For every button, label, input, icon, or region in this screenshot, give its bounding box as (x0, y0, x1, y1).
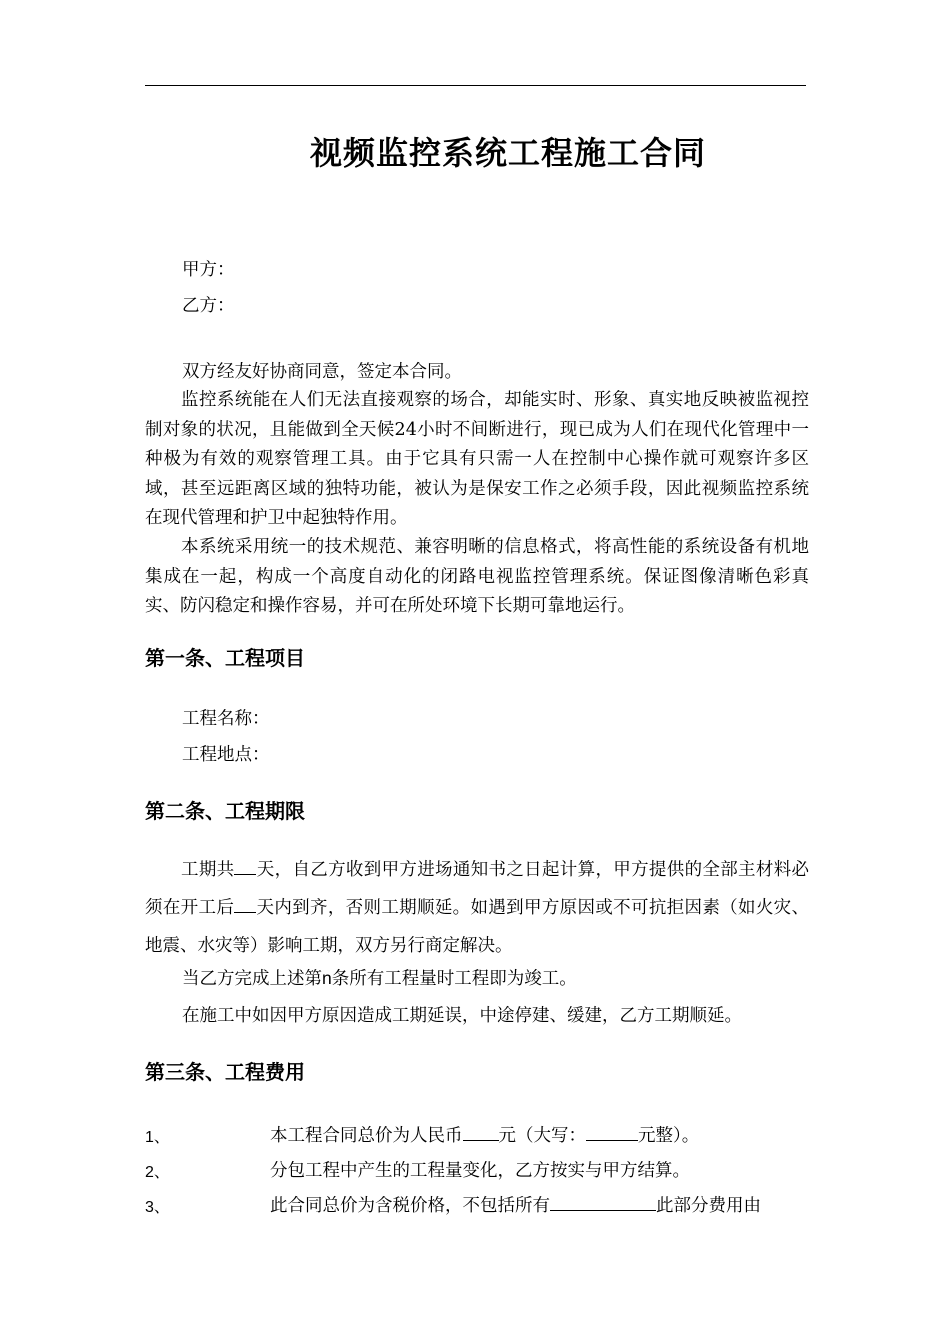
price-words-blank (586, 1122, 638, 1141)
price-blank (463, 1122, 499, 1141)
material-days-blank (234, 894, 256, 913)
document-title: 视频监控系统工程施工合同 (309, 134, 706, 172)
project-name-label: 工程名称： (182, 709, 270, 729)
item-1-text: 本工程合同总价为人民币 元（大写： 元整）。 (270, 1122, 699, 1147)
schedule-text-c: 天内到齐，否则工期顺延。如遇到甲方原因或不可抗拒因素（如火灾、地震、水灾等）影响工期，双方另行商定解决。 (145, 898, 810, 956)
days-blank (234, 856, 256, 875)
item-2-text: 分包工程中产生的工程量变化，乙方按实与甲方结算。 (270, 1161, 690, 1181)
party-b-label: 乙方： (182, 296, 235, 316)
schedule-text-a: 工期共 (181, 860, 235, 880)
exclusions-blank (550, 1192, 656, 1211)
article-2-heading: 第二条、工程期限 (145, 799, 305, 823)
item-3-text: 此合同总价为含税价格，不包括所有 此部分费用由 (270, 1192, 761, 1217)
intro-paragraph: 双方经友好协商同意，签定本合同。 (182, 362, 462, 382)
delay-paragraph: 在施工中如因甲方原因造成工期延误，中途停建、缓建，乙方工期顺延。 (182, 1006, 742, 1026)
project-location-label: 工程地点： (182, 745, 270, 765)
item-2-number: 2、 (145, 1164, 170, 1181)
article-n-placeholder: n (322, 968, 332, 988)
article-3-heading: 第三条、工程费用 (145, 1060, 305, 1084)
description-paragraph: 监控系统能在人们无法直接观察的场合，却能实时、形象、真实地反映被监视控制对象的状况，且能做到全天候24小时不间断进行，现已成为人们在现代化管理中一种极为有效的观察管理工具。由于它具有只需一人在控制中心操作就可观察许多区域，甚至远距离区域的独特功能，被认为是保安工作之必须手段，因此视频监控系统在现代管理和护卫中起独特作用。 (145, 390, 809, 528)
item-1-number: 1、 (145, 1129, 170, 1146)
item-3-number: 3、 (145, 1199, 170, 1216)
schedule-paragraph (145, 851, 809, 965)
article-1-heading: 第一条、工程项目 (145, 646, 305, 670)
schedule-text-b: 天，自乙方收到甲方进场通知书之日起计算，甲方提供的全部主材料必须在开工后 (145, 860, 810, 918)
system-paragraph: 本系统采用统一的技术规范、兼容明晰的信息格式，将高性能的系统设备有机地集成在一起，构成一个高度自动化的闭路电视监控管理系统。保证图像清晰色彩真实、防闪稳定和操作容易，并可在所处环境下长期可靠地运行。 (145, 537, 809, 616)
header-rule (145, 85, 806, 86)
completion-paragraph: 当乙方完成上述第n条所有工程量时工程即为竣工。 (182, 968, 577, 989)
party-a-label: 甲方： (182, 260, 235, 280)
